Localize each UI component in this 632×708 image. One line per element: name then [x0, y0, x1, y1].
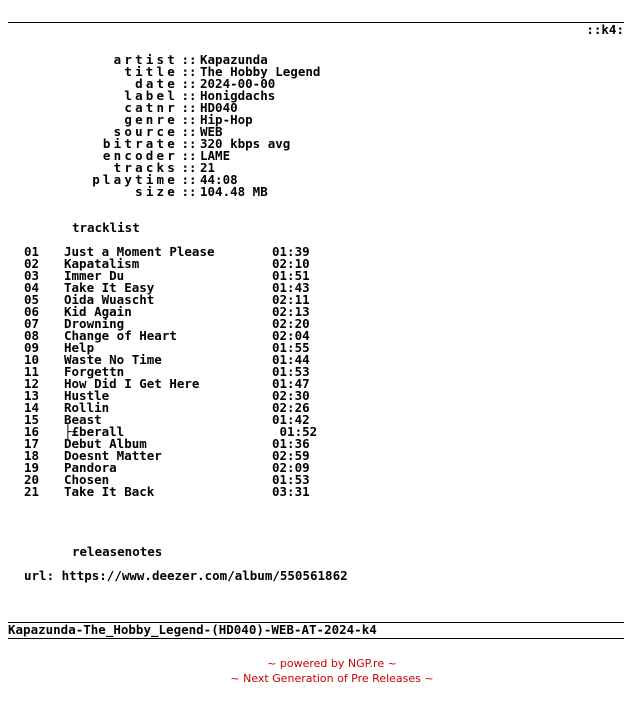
info-value: 21: [200, 160, 216, 175]
track-num: 02: [24, 256, 40, 271]
track-num: 04: [24, 280, 40, 295]
track-title: Hustle: [64, 388, 110, 403]
track-time: 02:30: [272, 388, 310, 403]
info-value: 104.48 MB: [200, 184, 268, 199]
info-key: genre: [124, 112, 178, 127]
info-key: bitrate: [102, 136, 178, 151]
track-num: 15: [24, 412, 40, 427]
track-num: 16: [24, 424, 40, 439]
tracklist-heading: tracklist: [72, 220, 140, 235]
track-time: 01:44: [272, 352, 310, 367]
release-info: [8, 54, 624, 198]
info-separator: ::: [181, 52, 197, 67]
url-label: url:: [24, 568, 55, 583]
release-name: Kapazunda-The_Hobby_Legend-(HD040)-WEB-AT-2024-k4: [8, 622, 377, 637]
track-time: 02:59: [272, 448, 310, 463]
info-key: title: [124, 64, 178, 79]
track-time: 03:31: [272, 484, 310, 499]
track-num: 09: [24, 340, 40, 355]
tracklist: [24, 246, 624, 498]
info-row-catnr: [8, 102, 624, 114]
track-time: 02:13: [272, 304, 310, 319]
info-separator: ::: [181, 136, 197, 151]
track-num: 21: [24, 484, 40, 499]
info-value: WEB: [200, 124, 223, 139]
info-key: encoder: [102, 148, 178, 163]
info-value: 2024-00-00: [200, 76, 276, 91]
track-title: Change of Heart: [64, 328, 177, 343]
track-title: ├£berall: [64, 424, 125, 439]
track-time: 01:42: [272, 412, 310, 427]
info-value: Hip-Hop: [200, 112, 253, 127]
track-title: Debut Album: [64, 436, 147, 451]
info-row-size: [8, 186, 624, 198]
track-time: 01:47: [272, 376, 310, 391]
info-row-genre: [8, 114, 624, 126]
track-time: 02:10: [272, 256, 310, 271]
track-title: Forgettn: [64, 364, 125, 379]
track-num: 12: [24, 376, 40, 391]
info-row-source: [8, 126, 624, 138]
track-num: 13: [24, 388, 40, 403]
track-title: Kapatalism: [64, 256, 140, 271]
track-row: [24, 486, 624, 498]
track-title: Pandora: [64, 460, 117, 475]
track-title: Drowning: [64, 316, 125, 331]
info-key: playtime: [92, 172, 178, 187]
track-title: How Did I Get Here: [64, 376, 200, 391]
track-row: [24, 330, 624, 342]
track-title: Kid Again: [64, 304, 132, 319]
track-time: 01:53: [272, 364, 310, 379]
info-separator: ::: [181, 100, 197, 115]
track-time: 02:11: [272, 292, 310, 307]
track-title: Waste No Time: [64, 352, 162, 367]
track-row: [24, 462, 624, 474]
info-key: catnr: [124, 100, 178, 115]
info-row-title: [8, 66, 624, 78]
info-separator: ::: [181, 124, 197, 139]
info-separator: ::: [181, 148, 197, 163]
track-title: Chosen: [64, 472, 110, 487]
info-value: 320 kbps avg: [200, 136, 291, 151]
track-num: 20: [24, 472, 40, 487]
track-num: 05: [24, 292, 40, 307]
url-line: [24, 570, 624, 582]
track-title: Just a Moment Please: [64, 244, 215, 259]
track-time: 02:20: [272, 316, 310, 331]
releasenotes-heading: releasenotes: [72, 544, 163, 559]
info-separator: ::: [181, 184, 197, 199]
track-title: Rollin: [64, 400, 110, 415]
info-row-bitrate: [8, 138, 624, 150]
footer-powered-by[interactable]: ~ powered by NGP.re ~: [267, 657, 397, 670]
info-row-date: [8, 78, 624, 90]
info-separator: ::: [181, 112, 197, 127]
track-num: 01: [24, 244, 40, 259]
track-title: Oida Wuascht: [64, 292, 155, 307]
track-row: [24, 402, 624, 414]
footer-divider: [8, 638, 624, 639]
track-num: 03: [24, 268, 40, 283]
track-num: 17: [24, 436, 40, 451]
track-title: Beast: [64, 412, 102, 427]
info-row-playtime: [8, 174, 624, 186]
info-value: LAME: [200, 148, 231, 163]
track-num: 19: [24, 460, 40, 475]
track-num: 10: [24, 352, 40, 367]
group-tag: ::k4:: [586, 22, 624, 37]
nfo-document: [8, 0, 624, 639]
track-row: [24, 390, 624, 402]
track-title: Immer Du: [64, 268, 125, 283]
info-key: label: [124, 88, 178, 103]
track-num: 08: [24, 328, 40, 343]
track-num: 14: [24, 400, 40, 415]
track-title: Take It Back: [64, 484, 155, 499]
info-separator: ::: [181, 76, 197, 91]
track-row: [24, 378, 624, 390]
track-time: 01:51: [272, 268, 310, 283]
track-num: 06: [24, 304, 40, 319]
info-row-label: [8, 90, 624, 102]
info-key: size: [135, 184, 178, 199]
info-separator: ::: [181, 160, 197, 175]
track-time: 01:53: [272, 472, 310, 487]
url-link[interactable]: https://www.deezer.com/album/550561862: [61, 568, 348, 583]
track-time: 02:04: [272, 328, 310, 343]
track-title: Take It Easy: [64, 280, 155, 295]
track-time: 01:36: [272, 436, 310, 451]
info-value: HD040: [200, 100, 238, 115]
info-value: Honigdachs: [200, 88, 276, 103]
info-key: source: [113, 124, 178, 139]
track-time: 01:52: [272, 424, 318, 439]
track-num: 11: [24, 364, 40, 379]
track-time: 01:43: [272, 280, 310, 295]
info-key: tracks: [113, 160, 178, 175]
info-separator: ::: [181, 88, 197, 103]
track-title: Doesnt Matter: [64, 448, 162, 463]
info-separator: ::: [181, 64, 197, 79]
track-time: 01:55: [272, 340, 310, 355]
track-time: 02:09: [272, 460, 310, 475]
track-num: 07: [24, 316, 40, 331]
info-row-encoder: [8, 150, 624, 162]
info-separator: ::: [181, 172, 197, 187]
track-num: 18: [24, 448, 40, 463]
track-time: 01:39: [272, 244, 310, 259]
info-value: 44:08: [200, 172, 238, 187]
top-divider: [8, 22, 624, 23]
footer-tagline: ~ Next Generation of Pre Releases ~: [230, 672, 434, 685]
info-value: Kapazunda: [200, 52, 268, 67]
info-key: date: [135, 76, 178, 91]
info-value: The Hobby Legend: [200, 64, 321, 79]
track-time: 02:26: [272, 400, 310, 415]
track-title: Help: [64, 340, 95, 355]
info-key: artist: [113, 52, 178, 67]
